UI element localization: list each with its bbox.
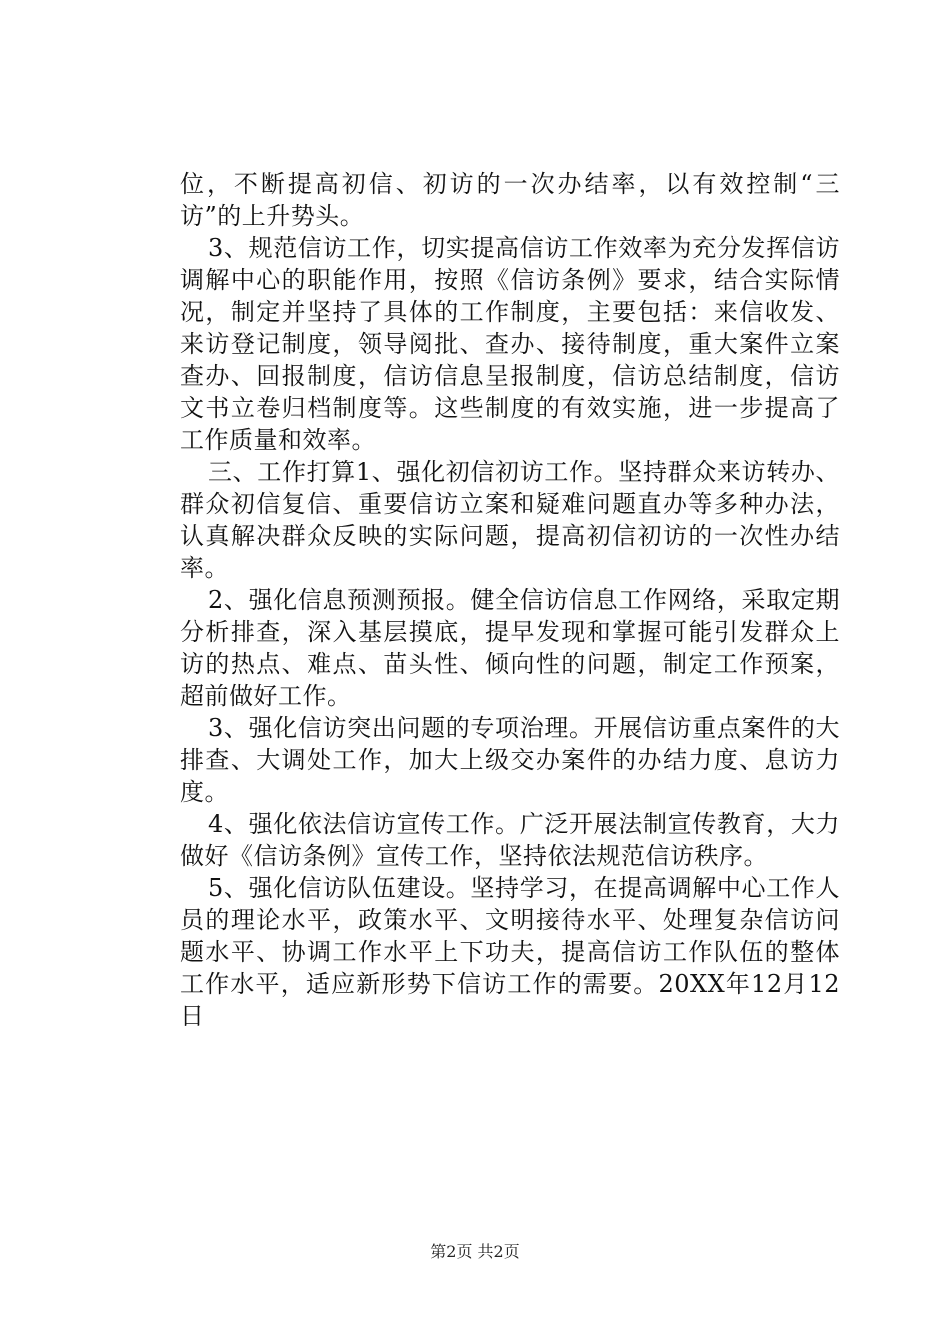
- paragraph-team-building: 5、强化信访队伍建设。坚持学习，在提高调解中心工作人员的理论水平，政策水平、文明接待水平、处理复杂信访问题水平、协调工作水平上下功夫，提高信访工作队伍的整体工作水平，适应新形势下信访工作的需要。20XX年12月12日: [180, 874, 840, 1030]
- document-body: [180, 168, 840, 1032]
- paragraph-continuation: 位，不断提高初信、初访的一次办结率，以有效控制“三访”的上升势头。: [180, 170, 840, 230]
- paragraph-work-plan: 三、工作打算1、强化初信初访工作。坚持群众来访转办、群众初信复信、重要信访立案和疑难问题直办等多种办法，认真解决群众反映的实际问题，提高初信初访的一次性办结率。: [180, 458, 840, 582]
- paragraph-information-forecast: 2、强化信息预测预报。健全信访信息工作网络，采取定期分析排查，深入基层摸底，提早发现和掌握可能引发群众上访的热点、难点、苗头性、倾向性的问题，制定工作预案，超前做好工作。: [180, 586, 840, 710]
- page-indicator: 第2页 共2页: [430, 1242, 520, 1261]
- page-footer: [0, 1242, 950, 1262]
- paragraph-special-governance: 3、强化信访突出问题的专项治理。开展信访重点案件的大排查、大调处工作，加大上级交办案件的办结力度、息访力度。: [180, 714, 840, 806]
- paragraph-standardize-petition-work: 3、规范信访工作，切实提高信访工作效率为充分发挥信访调解中心的职能作用，按照《信访条例》要求，结合实际情况，制定并坚持了具体的工作制度，主要包括：来信收发、来访登记制度，领导阅批、查办、接待制度，重大案件立案查办、回报制度，信访信息呈报制度，信访总结制度，信访文书立卷归档制度等。这些制度的有效实施，进一步提高了工作质量和效率。: [180, 234, 840, 454]
- paragraph-legal-publicity: 4、强化依法信访宣传工作。广泛开展法制宣传教育，大力做好《信访条例》宣传工作，坚持依法规范信访秩序。: [180, 810, 840, 870]
